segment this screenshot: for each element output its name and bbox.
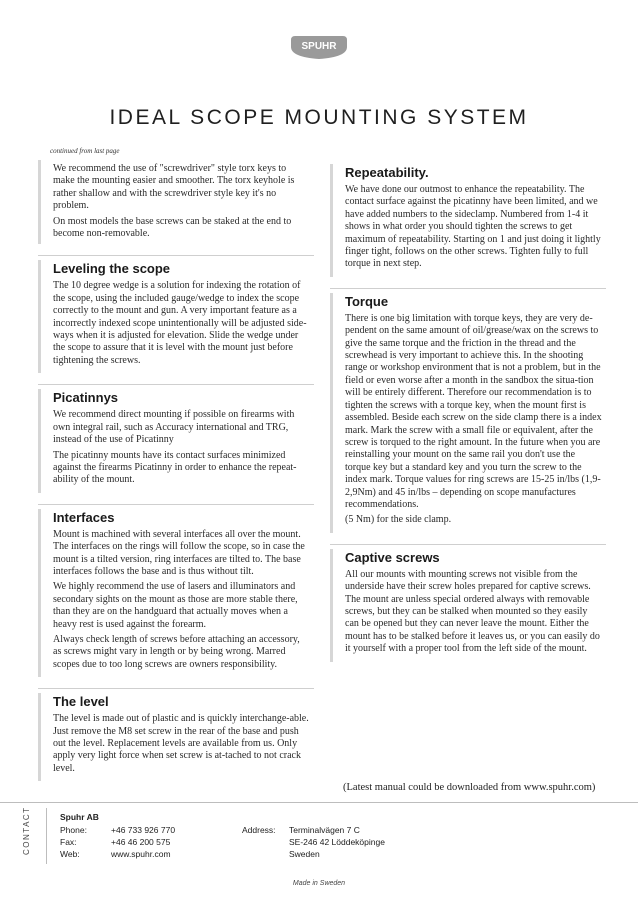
section-paragraph: There is one big limitation with torque keys, they are very de-pendent on the same amount of oil/grease/wax on the screws to give the same torque and the friction in the thread and the screwhead is very important to achieve this. In the shooting range or workshop environment that is not a problem, but in the field or even worse after a month in the sandbox the situa-tion will be entirely different. Therefore our recommendation is to tighten the screws with a torque key, when the mount first is assembled. Beside each screw on the side clamp there is a index mark. Mark the screw with a small file or equivalent, after the screw is torqued to the right amount. In the future when you are reinstalling your mount on the same rail you don't use the torque key but a standard key and you turn the screw to the index mark. Torque values for ring screws are 15-25 in/lbs (1,9-2,9Nm) and 45 in/lbs – depending on scope manufactures recommendations. [345, 312, 602, 510]
address-line: SE-246 42 Löddeköpinge [289, 837, 385, 847]
section-paragraph: Mount is machined with several interfaces all over the mount. The interfaces on the rings will follow the scope, so in case the mount is a tilted version, ring interfaces are tilted to. The base interfaces follows the base and is thus without tilt. [53, 528, 305, 577]
section-heading: Captive screws [330, 549, 606, 566]
section-leveling [38, 255, 314, 373]
spuhr-logo [289, 33, 349, 61]
section-repeatability [330, 164, 606, 277]
section-paragraph: We have done our outmost to enhance the repeatability. The contact surface against the picatinny have been limited, and we have added numbers to the sideclamp. Numbered from 1-4 it shows in what order you should tighten the screws to get maximum of repeatability. Starting on 1 and just doing it lightly finger tight, follows on the other screws. Tighten fully to full torque in next step. [345, 184, 601, 270]
web-label: Web: [60, 849, 80, 859]
section-torque [330, 288, 606, 533]
logo-text: SPUHR [301, 41, 337, 52]
contact-divider [46, 808, 47, 864]
section-paragraph: We highly recommend the use of lasers and illuminators and secondary sights on the mount as those are more stable there, than they are on the handguard that actually moves when a heavy rest is used against the forearm. [53, 581, 298, 630]
latest-manual-note: (Latest manual could be downloaded from www.spuhr.com) [343, 782, 596, 793]
section-the-level [38, 688, 314, 781]
fax-value: +46 46 200 575 [111, 837, 171, 847]
intro-paragraph: On most models the base screws can be staked at the end to become non-removable. [53, 215, 292, 240]
page-title: IDEAL SCOPE MOUNTING SYSTEM [109, 106, 529, 129]
section-paragraph: The level is made out of plastic and is quickly interchange-able. Just remove the M8 set screw in the rear of the base and push out the level. Replacement levels are available from us. Only apply very light force when set screw is at-tached to not crack level. [53, 713, 309, 774]
section-heading: Leveling the scope [38, 260, 314, 277]
section-heading: Torque [330, 293, 606, 310]
section-paragraph: The picatinny mounts have its contact surfaces minimized against the firearms Picatinny in order to enhance the repeat-ability of the mount. [53, 449, 297, 486]
phone-value: +46 733 926 770 [111, 825, 176, 835]
right-column [330, 160, 606, 662]
address-label: Address: [242, 825, 276, 835]
company-name: Spuhr AB [60, 812, 99, 822]
section-heading: Picatinnys [38, 389, 314, 406]
web-link[interactable]: www.spuhr.com [111, 849, 171, 859]
made-in-note: Made in Sweden [292, 880, 346, 887]
continued-note: continued from last page [50, 147, 120, 155]
section-heading: The level [38, 693, 314, 710]
section-heading: Repeatability. [330, 164, 606, 181]
section-paragraph: Always check length of screws before attaching an accessory, as screws might vary in length or by being wrong. Marred scopes due to too long screws are owners responsibility. [53, 633, 300, 670]
intro-paragraph: We recommend the use of "screwdriver" style torx keys to make the mounting easier and smoother. The torx keyhole is rather shallow and with the screwdriver style key it's no problem. [53, 163, 295, 212]
section-paragraph: The 10 degree wedge is a solution for indexing the rotation of the scope, using the included gauge/wedge to index the scope correctly to the mount and gun. A very important feature as a incorrectly indexed scope unintentionally will be adjusted side-ways when it is adjusted for elevation. Slide the wedge under the scope to assure that it is level with the mount just before tightening the screws. [53, 280, 307, 366]
address-line: Terminalvägen 7 C [289, 825, 360, 835]
section-captive-screws [330, 544, 606, 662]
intro-block [38, 160, 314, 244]
fax-label: Fax: [60, 837, 77, 847]
left-column [38, 160, 314, 781]
section-paragraph: All our mounts with mounting screws not visible from the underside have their screw holes prepared for captive screws. The mount are unless special ordered always with removable screws, but they can be stalked when mounted so they easily can be opened but they can never leave the mount. Either the mount has to be stalked before it leaves us, or you can easily do it yourself with a proper tool from the left side of the mount. [345, 568, 600, 655]
section-paragraph: (5 Nm) for the side clamp. [345, 514, 452, 526]
section-paragraph: We recommend direct mounting if possible on firearms with own integral rail, such as Accuracy international and TRG, instead of the use of Picatinny [53, 409, 295, 446]
contact-label: CONTACT [22, 806, 31, 855]
section-heading: Interfaces [38, 509, 314, 526]
footer-divider [0, 802, 638, 803]
section-picatinnys [38, 384, 314, 492]
address-line: Sweden [289, 849, 320, 859]
phone-label: Phone: [60, 825, 87, 835]
section-interfaces [38, 504, 314, 677]
